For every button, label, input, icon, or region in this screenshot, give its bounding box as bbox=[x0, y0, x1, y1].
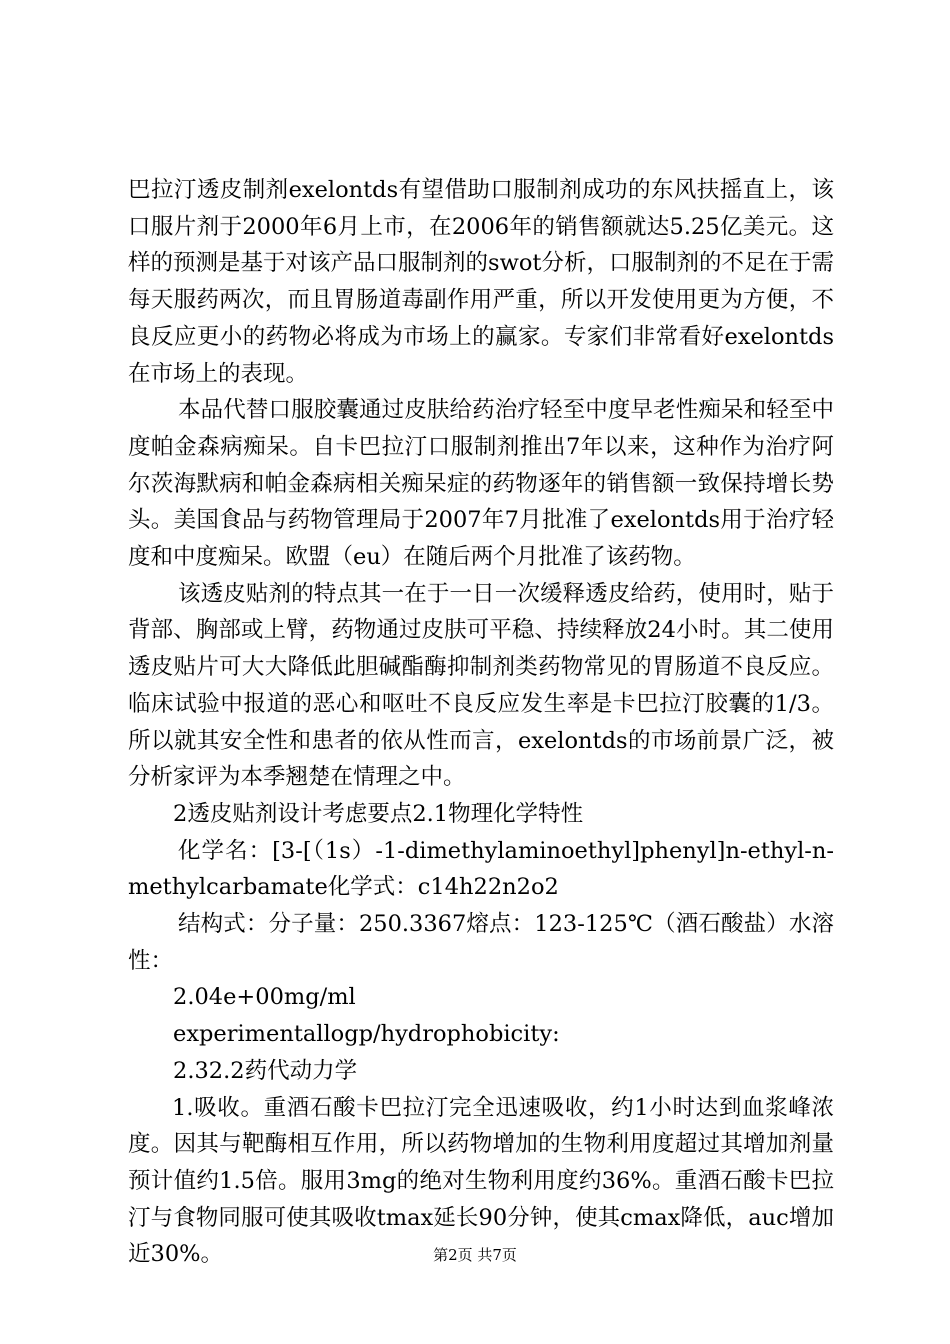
paragraph-logp-label: experimentallogp/hydrophobicity: bbox=[173, 1021, 560, 1048]
document-body bbox=[128, 172, 834, 1273]
paragraph-patch-features: 该透皮贴剂的特点其一在于一日一次缓释透皮给药，使用时，贴于背部、胸部或上臂，药物通过皮肤可平稳、持续释放24小时。其二使用透皮贴片可大大降低此胆碱酯酶抑制剂类药物常见的胃肠道不良反应。临床试验中报道的恶心和呕吐不良反应发生率是卡巴拉汀胶囊的1/3。所以就其安全性和患者的依从性而言，exelontds的市场前景广泛，被分析家评为本季翘楚在情理之中。 bbox=[128, 580, 834, 791]
section-heading-pharmacokinetics: 2.32.2药代动力学 bbox=[173, 1057, 358, 1084]
paragraph-exelon-outlook: 巴拉汀透皮制剂exelontds有望借助口服制剂成功的东风扶摇直上，该口服片剂于2000年6月上市，在2006年的销售额就达5.25亿美元。这样的预测是基于对该产品口服制剂的swot分析，口服制剂的不足在于需每天服药两次，而且胃肠道毒副作用严重，所以开发使用更为方便，不良反应更小的药物必将成为市场上的赢家。专家们非常看好exelontds在市场上的表现。 bbox=[128, 177, 834, 387]
paragraph-solubility-value: 2.04e+00mg/ml bbox=[173, 984, 356, 1011]
paragraph-indication: 本品代替口服胶囊通过皮肤给药治疗轻至中度早老性痴呆和轻至中度帕金森病痴呆。自卡巴拉汀口服制剂推出7年以来，这种作为治疗阿尔茨海默病和帕金森病相关痴呆症的药物逐年的销售额一致保持增长势头。美国食品与药物管理局于2007年7月批准了exelontds用于治疗轻度和中度痴呆。欧盟（eu）在随后两个月批准了该药物。 bbox=[128, 397, 834, 571]
paragraph-chemical-name: 化学名：[3-[（1s）-1-dimethylaminoethyl]phenyl]n-ethyl-n-methylcarbamate化学式：c14h22n2o2 bbox=[128, 837, 834, 901]
paragraph-structure-properties: 结构式：分子量：250.3367熔点：123-125℃（酒石酸盐）水溶性： bbox=[128, 911, 834, 974]
section-heading-design-points: 2透皮贴剂设计考虑要点2.1物理化学特性 bbox=[173, 800, 584, 827]
page-number: 第2页 共7页 bbox=[433, 1246, 517, 1264]
paragraph-absorption: 1.吸收。重酒石酸卡巴拉汀完全迅速吸收，约1小时达到血浆峰浓度。因其与靶酶相互作用，所以药物增加的生物利用度超过其增加剂量预计值约1.5倍。服用3mg的绝对生物利用度约36%。重酒石酸卡巴拉汀与食物同服可使其吸收tmax延长90分钟，使其cmax降低，auc增加近30%。 bbox=[128, 1094, 834, 1268]
